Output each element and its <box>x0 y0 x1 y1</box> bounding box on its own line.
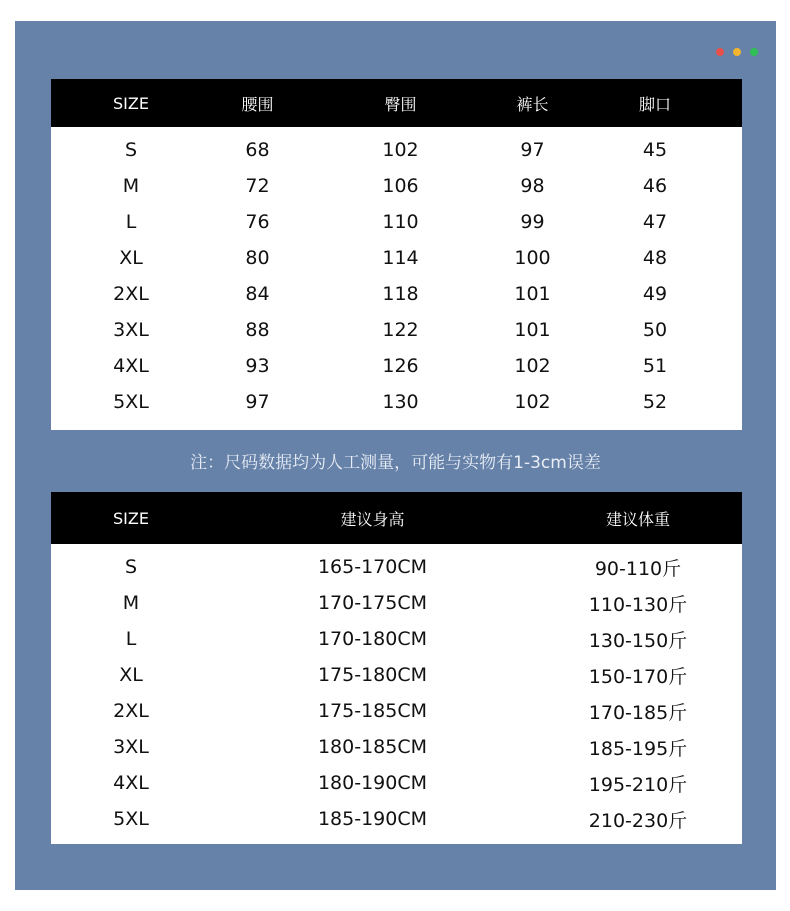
table-cell: 2XL <box>113 283 149 305</box>
table-cell: 102 <box>514 355 551 377</box>
measurement-note: 注：尺码数据均为人工测量，可能与实物有1-3cm误差 <box>190 453 601 473</box>
table-cell: 50 <box>642 319 668 341</box>
table-cell: 99 <box>520 211 545 233</box>
table-cell: L <box>125 211 137 233</box>
table-cell: 98 <box>520 175 545 197</box>
header-cell: 建议体重 <box>605 509 670 529</box>
yellow-dot-icon <box>733 48 741 56</box>
measurements-table-body <box>51 127 742 420</box>
table-cell: 76 <box>245 211 270 233</box>
table-row <box>51 693 742 729</box>
table-row <box>51 585 742 621</box>
table-cell: 45 <box>642 139 668 161</box>
table-row <box>51 729 742 765</box>
table-cell: 170-175CM <box>317 592 428 614</box>
table-cell: 165-170CM <box>317 556 428 578</box>
table-cell: 97 <box>520 139 545 161</box>
table-cell: 80 <box>245 247 270 269</box>
table-row <box>51 657 742 693</box>
table-cell: 102 <box>514 391 551 413</box>
table-cell: 185-190CM <box>317 808 428 830</box>
table-cell: 3XL <box>113 736 149 758</box>
header-cell: 裤长 <box>516 94 549 114</box>
size-chart-panel <box>15 21 776 890</box>
table-cell: 114 <box>382 247 419 269</box>
table-row <box>51 549 742 585</box>
header-cell: 脚口 <box>638 94 671 114</box>
table-cell: 185-195斤 <box>588 737 688 760</box>
table-row <box>51 240 742 276</box>
table-cell: XL <box>119 247 143 269</box>
table-cell: 84 <box>245 283 270 305</box>
table-cell: 49 <box>642 283 668 305</box>
table-cell: 110-130斤 <box>588 593 688 616</box>
red-dot-icon <box>716 48 724 56</box>
table-cell: M <box>122 592 140 614</box>
table-cell: 122 <box>382 319 419 341</box>
table-cell: 2XL <box>113 700 149 722</box>
table-cell: 68 <box>245 139 270 161</box>
table-cell: L <box>125 628 137 650</box>
table-cell: 48 <box>642 247 668 269</box>
table-cell: XL <box>119 664 143 686</box>
table-cell: 72 <box>245 175 270 197</box>
table-row <box>51 168 742 204</box>
header-cell: 臀围 <box>384 94 417 114</box>
table-cell: 3XL <box>113 319 149 341</box>
table-cell: 101 <box>514 283 551 305</box>
measurements-table <box>51 79 742 430</box>
table-cell: S <box>124 556 138 578</box>
table-row <box>51 132 742 168</box>
recommendation-table-header <box>51 492 742 544</box>
header-cell: 腰围 <box>241 94 274 114</box>
table-cell: 130-150斤 <box>588 629 688 652</box>
table-cell: 170-180CM <box>317 628 428 650</box>
table-cell: 106 <box>382 175 419 197</box>
table-cell: 100 <box>514 247 551 269</box>
table-cell: 126 <box>382 355 419 377</box>
table-cell: 93 <box>245 355 270 377</box>
table-cell: 195-210斤 <box>588 773 688 796</box>
table-cell: M <box>122 175 140 197</box>
table-cell: 90-110斤 <box>594 557 682 580</box>
header-cell: SIZE <box>113 508 149 528</box>
table-cell: 4XL <box>113 355 149 377</box>
table-cell: 97 <box>245 391 270 413</box>
table-cell: 5XL <box>113 808 149 830</box>
table-cell: 170-185斤 <box>588 701 688 724</box>
table-row <box>51 276 742 312</box>
table-cell: 101 <box>514 319 551 341</box>
measurements-table-header <box>51 79 742 127</box>
table-row <box>51 801 742 837</box>
table-cell: 118 <box>382 283 419 305</box>
table-cell: 130 <box>382 391 419 413</box>
table-cell: 52 <box>642 391 668 413</box>
table-cell: 5XL <box>113 391 149 413</box>
header-cell: SIZE <box>113 93 149 113</box>
table-cell: 150-170斤 <box>588 665 688 688</box>
window-dots <box>716 48 758 56</box>
table-cell: 4XL <box>113 772 149 794</box>
table-cell: 175-185CM <box>317 700 428 722</box>
recommendation-table <box>51 492 742 844</box>
table-cell: 51 <box>642 355 668 377</box>
table-cell: 110 <box>382 211 419 233</box>
table-row <box>51 765 742 801</box>
green-dot-icon <box>750 48 758 56</box>
table-row <box>51 312 742 348</box>
table-row <box>51 621 742 657</box>
table-cell: 180-190CM <box>317 772 428 794</box>
header-cell: 建议身高 <box>340 509 405 529</box>
table-row <box>51 204 742 240</box>
table-cell: 47 <box>642 211 668 233</box>
table-cell: 102 <box>382 139 419 161</box>
table-cell: 46 <box>642 175 668 197</box>
recommendation-table-body <box>51 544 742 837</box>
table-cell: 180-185CM <box>317 736 428 758</box>
table-cell: 175-180CM <box>317 664 428 686</box>
table-cell: 88 <box>245 319 270 341</box>
table-cell: S <box>124 139 138 161</box>
table-row <box>51 384 742 420</box>
table-row <box>51 348 742 384</box>
table-cell: 210-230斤 <box>588 809 688 832</box>
